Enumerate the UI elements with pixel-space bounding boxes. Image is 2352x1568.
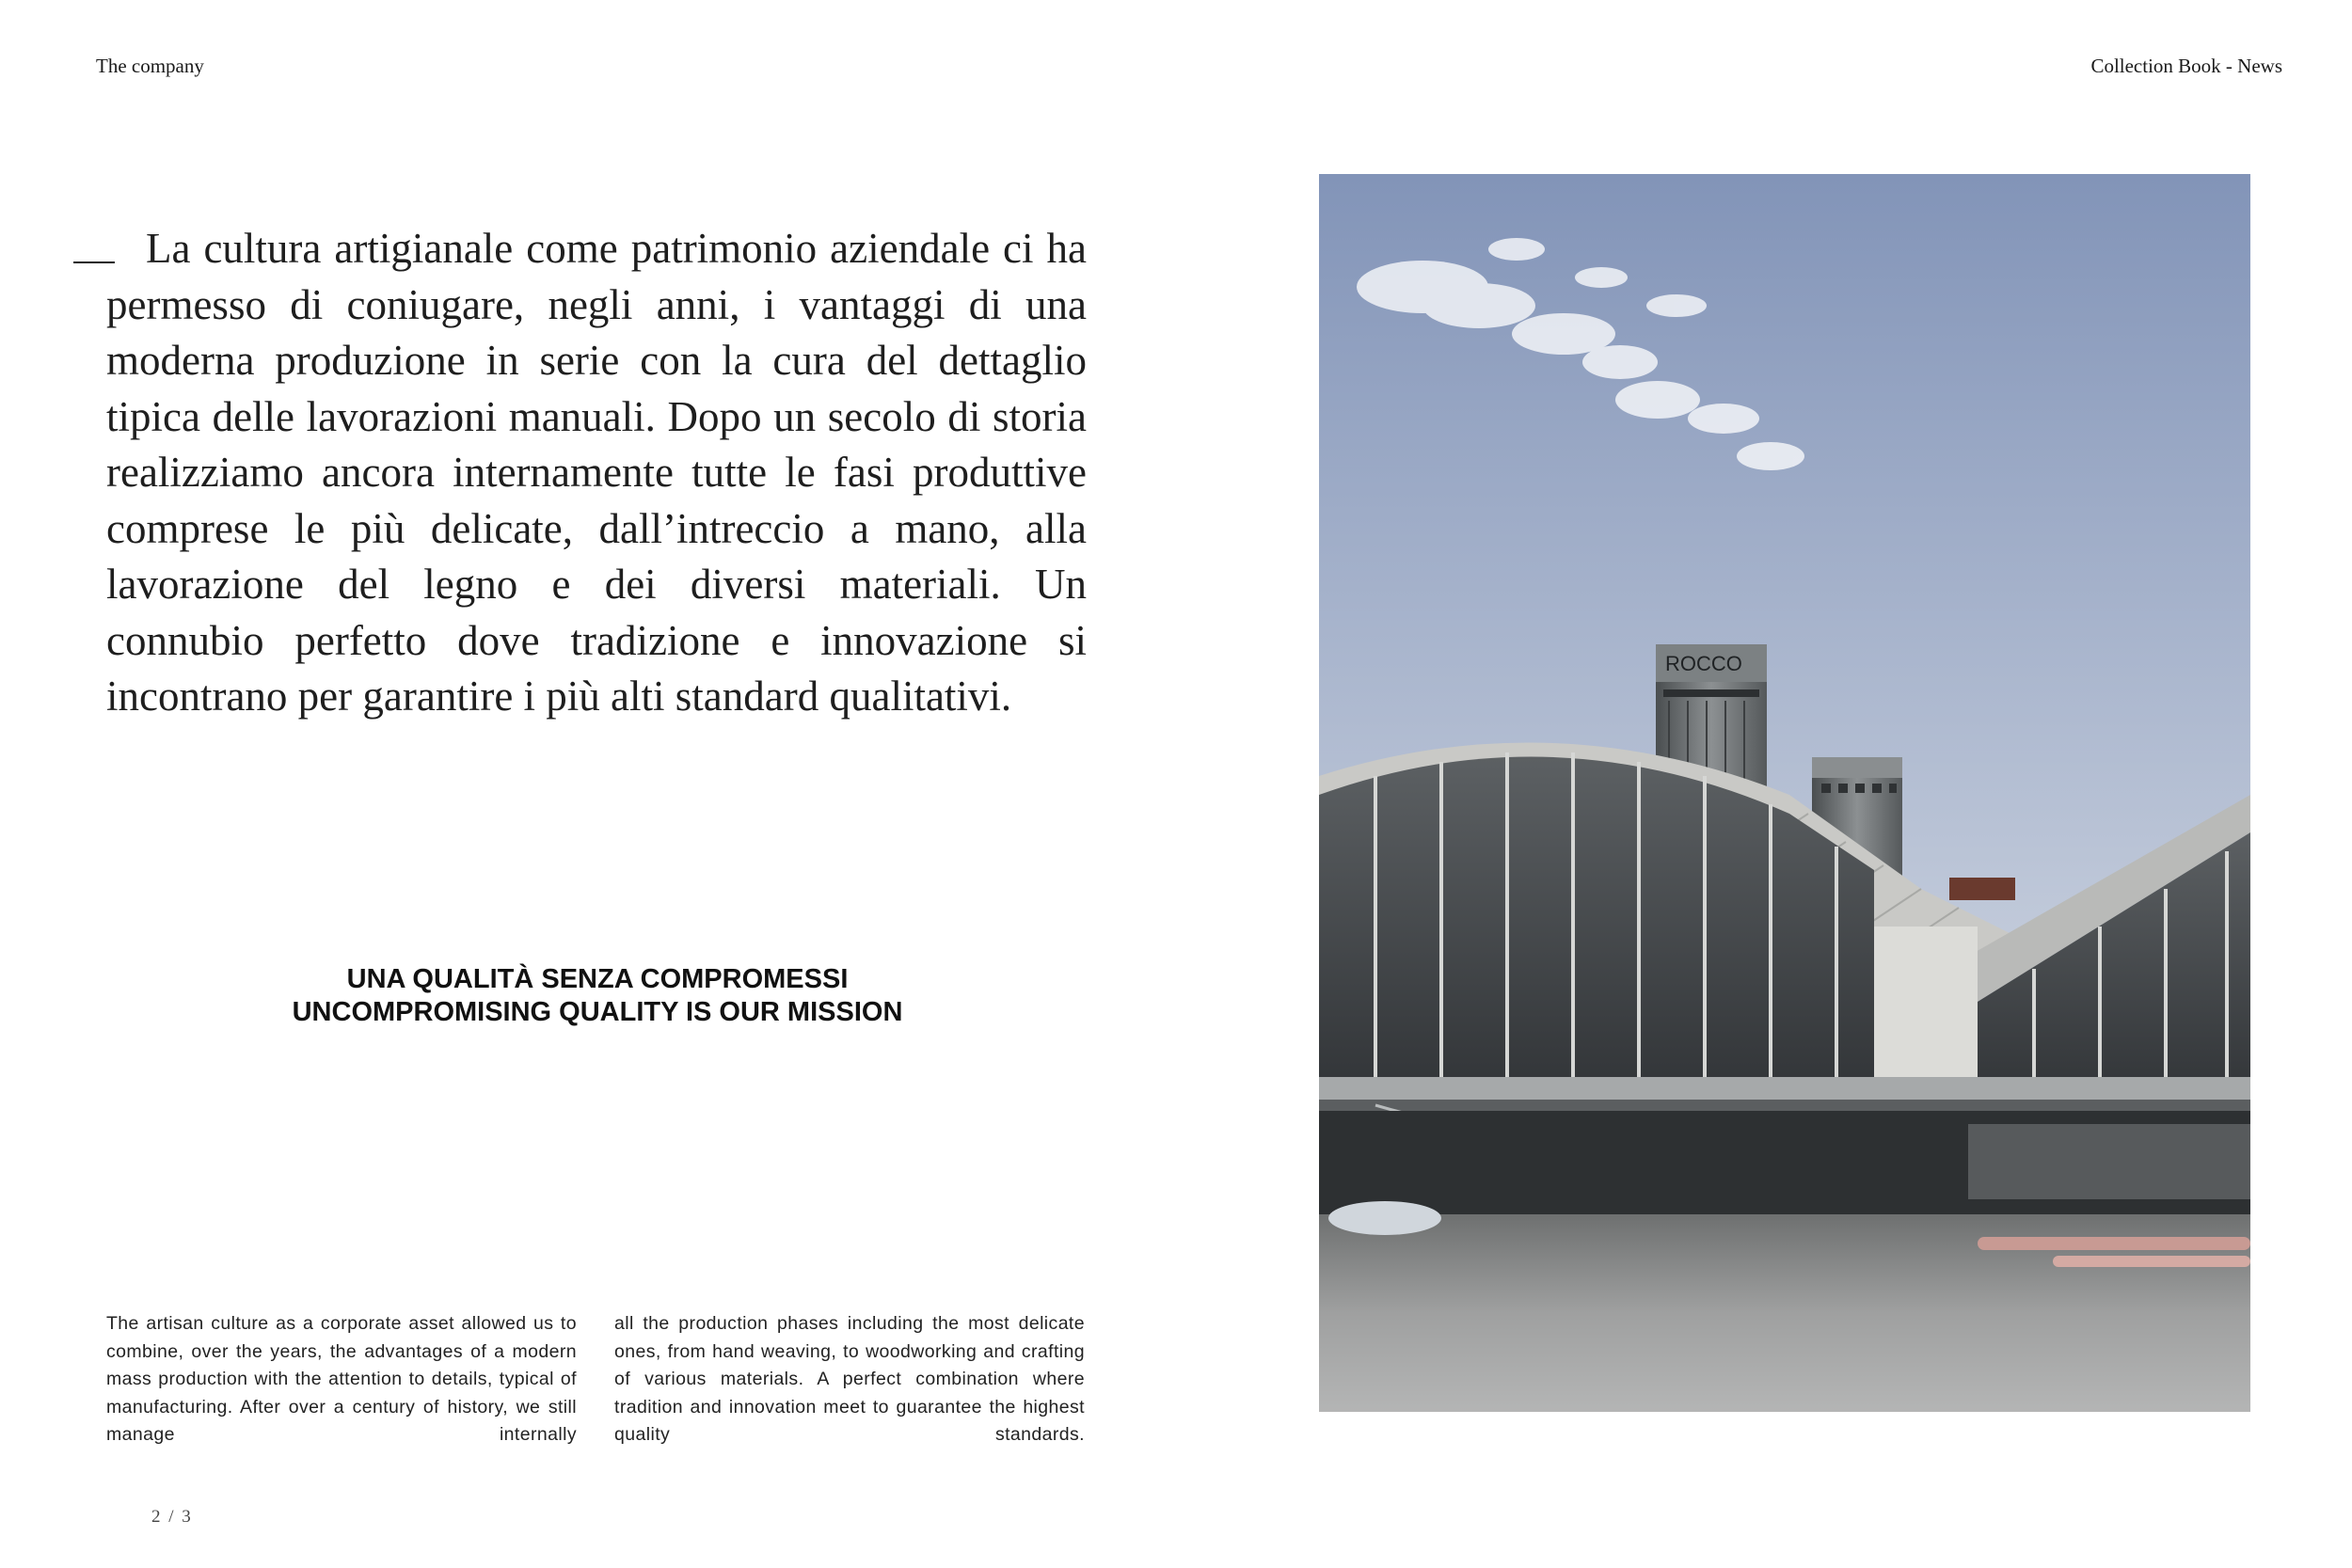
heading-line-italian: UNA QUALITÀ SENZA COMPROMESSI bbox=[346, 964, 849, 994]
body-column-left: The artisan culture as a corporate asset allowed us to combine, over the years, the advantages of a modern mass production with the attention to details, typical of manufacturing. After over a century of history, we still manage internally bbox=[106, 1313, 577, 1445]
heading-line-english: UNCOMPROMISING QUALITY IS OUR MISSION bbox=[292, 997, 903, 1027]
factory-photo bbox=[1319, 174, 2250, 1412]
chimney bbox=[1949, 878, 2015, 900]
factory-rooftop-illustration bbox=[1319, 174, 2250, 1412]
header-section-title: The company bbox=[96, 55, 204, 77]
pipe bbox=[1319, 1077, 2250, 1100]
lead-paragraph: La cultura artigianale come patrimonio aziendale ci ha permesso di coniugare, negli anni, i vantaggi di una moderna produzione in serie con la cura del dettaglio tipica delle lavorazioni manuali. Dopo un secolo di storia realizziamo ancora internamente tutte le fasi produttive comprese le più delicate, dall’intreccio a mano, alla lavorazione del legno e dei diversi materiali. Un connubio perfetto dove tradizione e innovazione si incontrano per garantire i più alti standard qualitativi. bbox=[106, 225, 1087, 720]
header-publication-title: Collection Book - News bbox=[2090, 55, 2282, 77]
silo-lettering: ROCCO bbox=[1665, 652, 1742, 675]
body-column-right: all the production phases including the most delicate ones, from hand weaving, to woodworking and crafting of various materials. A perfect combination where tradition and innovation meet to guarantee the highest quality standards. bbox=[614, 1313, 1085, 1445]
section-heading bbox=[160, 963, 1035, 1029]
page-number: 2 / 3 bbox=[151, 1507, 193, 1527]
